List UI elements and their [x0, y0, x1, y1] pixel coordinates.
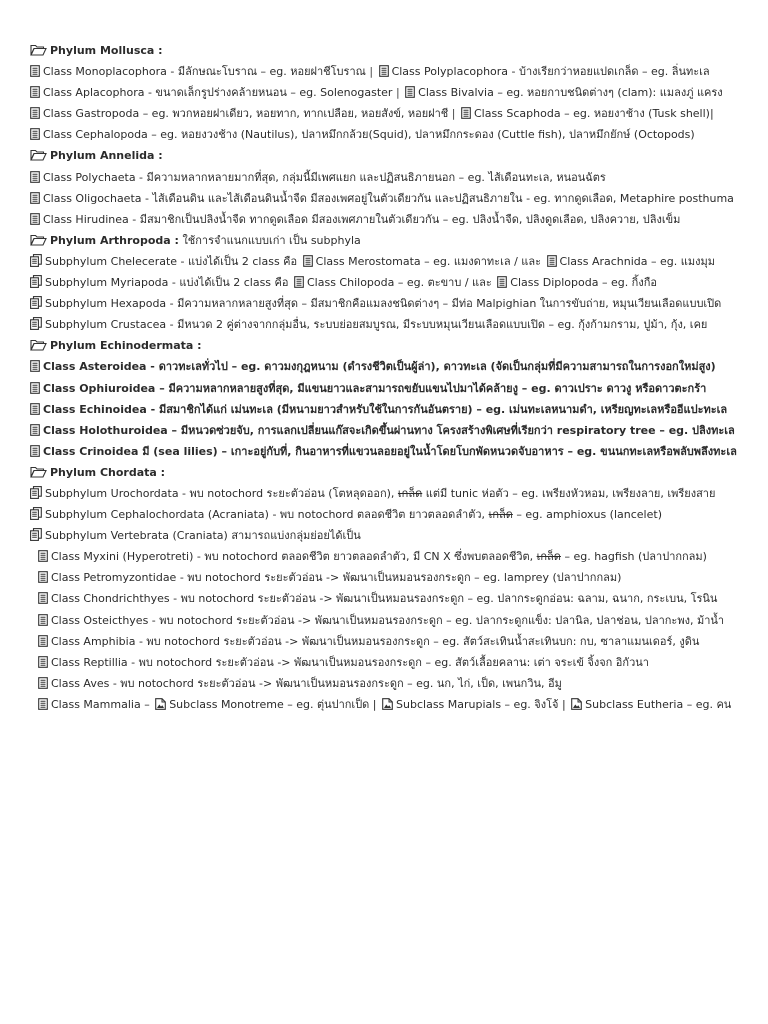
documents-icon	[30, 317, 42, 330]
subphylum-hexapoda-row	[30, 293, 766, 314]
documents-icon	[30, 296, 42, 309]
entry-text: ใช้การจำแนกแบบเก่า เป็น subphyla	[182, 233, 361, 247]
folder-open-icon	[30, 234, 47, 246]
entry-text: Class Reptillia - พบ notochord ระยะตัวอ่อน -> พัฒนาเป็นหมอนรองกระดูก – eg. สัตว์เลื้อยคลาน: เต่า จระเข้ จิ้งจก อิกัวนา	[51, 655, 649, 669]
folder-open-icon	[30, 149, 47, 161]
subphylum-chelecerate-row	[30, 251, 766, 272]
entry-text: Subphylum Chelecerate - แบ่งได้เป็น 2 class คือ	[45, 254, 298, 268]
entry-text: Subphylum Myriapoda - แบ่งได้เป็น 2 class คือ	[45, 276, 289, 290]
entry-text: Subphylum Urochordata - พบ notochord ระยะตัวอ่อน (โตหลุดออก),	[45, 486, 395, 500]
folder-open-icon	[30, 44, 47, 56]
subphylum-myriapoda-row	[30, 272, 766, 293]
documents-icon	[30, 528, 42, 541]
document-icon	[38, 614, 48, 626]
phylum-annelida-heading	[30, 145, 766, 166]
class-amphibia-row	[30, 631, 766, 652]
entry-text: Class Bivalvia – eg. หอยกาบชนิดต่างๆ (clam): แมลงภู่ แครง	[418, 86, 723, 100]
phylum-label: Phylum Annelida :	[50, 149, 163, 163]
document-icon	[30, 171, 40, 183]
document-icon	[38, 635, 48, 647]
document-icon	[30, 213, 40, 225]
entry-text: แต่มี tunic ห่อตัว – eg. เพรียงหัวหอม, เพรียงลาย, เพรียงสาย	[425, 486, 716, 500]
document-icon	[38, 698, 48, 710]
entry-text: Class Gastropoda – eg. พวกหอยฝาเดียว, หอยทาก, ทากเปลือย, หอยสังข์, หอยฝาชี	[43, 107, 449, 121]
subphylum-urochordata-row	[30, 483, 766, 504]
class-holothuroidea-row	[30, 420, 766, 441]
document-icon	[30, 86, 40, 98]
entry-text: Subclass Marupials – eg. จิงโจ้ |	[396, 697, 566, 711]
entry-text: Class Aves - พบ notochord ระยะตัวอ่อน -> พัฒนาเป็นหมอนรองกระดูก – eg. นก, ไก่, เป็ด, เพนกวิน, อีมู	[51, 676, 562, 690]
entry-text: Class Hirudinea - มีสมาชิกเป็นปลิงน้ำจืด ทากดูดเลือด มีสองเพศภายในตัวเดียวกัน – eg. ปลิงน้ำจืด, ปลิงดูดเลือด, ปลิงควาย, ปลิงเข็ม	[43, 212, 681, 226]
entry-text: Class Merostomata – eg. แมงดาทะเล / และ	[315, 254, 542, 268]
phylum-echinodermata-heading	[30, 335, 766, 356]
document-icon	[461, 107, 471, 119]
struck-word: เกล็ด	[536, 550, 561, 564]
document-icon	[30, 360, 40, 372]
entry-text: Class Diplopoda – eg. กิ้งกือ	[510, 276, 657, 290]
document-icon	[38, 677, 48, 689]
subphylum-crustacea-row	[30, 314, 766, 335]
entry-text: Class Amphibia - พบ notochord ระยะตัวอ่อน -> พัฒนาเป็นหมอนรองกระดูก – eg. สัตว์สะเทินน้ำสะเทินบก: กบ, ซาลาแมนเดอร์, งูดิน	[51, 634, 700, 648]
separator: |	[451, 107, 456, 121]
entry-text: Class Aplacophora - ขนาดเล็กรูปร่างคล้ายหนอน – eg. Solenogaster	[43, 86, 393, 100]
entry-text: Class Petromyzontidae - พบ notochord ระยะตัวอ่อน -> พัฒนาเป็นหมอนรองกระดูก – eg. lamprey (ปลาปากกลม)	[51, 571, 622, 585]
entry-text: Class Osteicthyes - พบ notochord ระยะตัวอ่อน -> พัฒนาเป็นหมอนรองกระดูก – eg. ปลากระดูกแข็ง: ปลานิล, ปลาช่อน, ปลากะพง, ม้าน้ำ	[51, 613, 725, 627]
document-icon	[38, 571, 48, 583]
entry-text: Subphylum Crustacea - มีหนวด 2 คู่ต่างจากกลุ่มอื่น, ระบบย่อยสมบูรณ, มีระบบหมุนเวียนเลือดแบบเปิด – eg. กุ้งก้ามกราม, ปูม้า, กุ้ง, เคย	[45, 318, 708, 332]
document-icon	[30, 445, 40, 457]
class-echinoidea-row	[30, 399, 766, 420]
separator: |	[369, 65, 374, 79]
document-icon	[30, 128, 40, 140]
entry-text: – eg. hagfish (ปลาปากกลม)	[564, 550, 707, 564]
document-icon	[30, 107, 40, 119]
document-icon	[30, 382, 40, 394]
phylum-chordata-heading	[30, 462, 766, 483]
class-myxini-row	[30, 546, 766, 567]
image-document-icon	[155, 698, 166, 710]
entry-text: Class Chilopoda – eg. ตะขาบ / และ	[307, 276, 492, 290]
class-asteroidea-row	[30, 356, 766, 377]
entry-text: Subphylum Vertebrata (Craniata) สามารถแบ่งกลุ่มย่อยได้เป็น	[45, 529, 361, 543]
entry-text: – eg. amphioxus (lancelet)	[516, 508, 662, 522]
document-icon	[547, 255, 557, 267]
class-petromyzontidae-row	[30, 567, 766, 588]
entry-text: Subclass Eutheria – eg. คน	[585, 697, 732, 711]
class-monoplacophora-row	[30, 61, 766, 82]
documents-icon	[30, 254, 42, 267]
document-icon	[379, 65, 389, 77]
entry-text: Subphylum Hexapoda - มีความหลากหลายสูงที่สุด – มีสมาชิกคือแมลงชนิดต่างๆ – มีท่อ Malpighian ในการขับถ่าย, หมุนเวียนเลือดแบบเปิด	[45, 297, 722, 311]
folder-open-icon	[30, 466, 47, 478]
class-crinoidea-row	[30, 441, 766, 462]
phylum-label: Phylum Mollusca :	[50, 44, 163, 57]
class-ophiuroidea-row	[30, 378, 766, 399]
entry-text: Class Cephalopoda – eg. หอยงวงช้าง (Nautilus), ปลาหมึกกล้วย(Squid), ปลาหมึกกระดอง (Cuttle fish), ปลาหมึกยักษ์ (Octopods)	[43, 128, 695, 142]
document-icon	[38, 550, 48, 562]
class-aplacophora-row	[30, 82, 766, 103]
separator: |	[395, 86, 400, 100]
entry-text: Class Mammalia –	[51, 697, 150, 711]
class-reptillia-row	[30, 652, 766, 673]
documents-icon	[30, 275, 42, 288]
class-oligochaeta-row	[30, 188, 766, 209]
entry-text: Class Monoplacophora - มีลักษณะโบราณ – eg. หอยฝาชีโบราณ	[43, 65, 366, 79]
folder-open-icon	[30, 339, 47, 351]
document-icon	[30, 192, 40, 204]
entry-text: Class Polychaeta - มีความหลากหลายมากที่สุด, กลุ่มนี้มีเพศแยก และปฏิสนธิภายนอก – eg. ไส้เดือนทะเล, หนอนฉัตร	[43, 170, 606, 184]
entry-text: Class Chondrichthyes - พบ notochord ระยะตัวอ่อน -> พัฒนาเป็นหมอนรองกระดูก – eg. ปลากระดูกอ่อน: ฉลาม, ฉนาก, กระเบน, โรนิน	[51, 592, 718, 606]
image-document-icon	[571, 698, 582, 710]
document-icon	[38, 592, 48, 604]
documents-icon	[30, 507, 42, 520]
subphylum-vertebrata-row	[30, 525, 766, 546]
phylum-arthropoda-heading	[30, 230, 766, 251]
class-aves-row	[30, 673, 766, 694]
document-icon	[294, 276, 304, 288]
document-icon	[30, 403, 40, 415]
entry-text: Class Ophiuroidea – มีความหลากหลายสูงที่สุด, มีแขนยาวและสามารถขยับแขนไปมาได้คล้ายงู – eg. ดาวเปราะ ดาวงู หรือดาวตะกร้า	[43, 381, 707, 395]
documents-icon	[30, 486, 42, 499]
document-icon	[405, 86, 415, 98]
entry-text: Subclass Monotreme – eg. ตุ่นปากเป็ด |	[169, 697, 377, 711]
phylum-label: Phylum Chordata :	[50, 465, 166, 479]
subphylum-cephalochordata-row	[30, 504, 766, 525]
entry-text: Class Arachnida – eg. แมงมุม	[559, 254, 715, 268]
phylum-label: Phylum Arthropoda :	[50, 233, 179, 247]
document-icon	[38, 656, 48, 668]
entry-text: Class Asteroidea - ดาวทะเลทั่วไป – eg. ดาวมงกุฎหนาม (ดำรงชีวิตเป็นผู้ล่า), ดาวทะเล (จัดเป็นกลุ่มที่มีความสามารถในการงอกใหม่สูง)	[43, 360, 716, 374]
class-chondrichthyes-row	[30, 588, 766, 609]
document-icon	[303, 255, 313, 267]
struck-word: เกล็ด	[397, 486, 423, 500]
entry-text: Class Echinoidea - มีสมาชิกได้แก่ เม่นทะเล (มีหนามยาวสำหรับใช้ในการกันอันตราย) – eg. เม่นทะเลหนามดำ, เหรียญทะเลหรืออีแปะทะเล	[43, 402, 728, 416]
entry-text: Class Myxini (Hyperotreti) - พบ notochord ตลอดชีวิต ยาวตลอดลำตัว, มี CN X ซึ่งพบตลอดชีวิต,	[51, 550, 534, 564]
entry-text: Class Polyplacophora - บ้างเรียกว่าหอยแปดเกล็ด – eg. ลิ่นทะเล	[391, 65, 710, 79]
phylum-label: Phylum Echinodermata :	[50, 339, 202, 353]
entry-text: Class Oligochaeta - ไส้เดือนดิน และไส้เดือนดินน้ำจืด มีสองเพศอยู่ในตัวเดียวกัน และปฏิสนธิภายใน - eg. ทากดูดเลือด, Metaphire posthuma	[43, 191, 734, 205]
class-cephalopoda-row	[30, 124, 766, 145]
entry-text: Subphylum Cephalochordata (Acraniata) - พบ notochord ตลอดชีวิต ยาวตลอดลำตัว,	[45, 508, 486, 522]
entry-text: Class Scaphoda – eg. หอยงาช้าง (Tusk shell)|	[473, 107, 714, 121]
image-document-icon	[382, 698, 393, 710]
entry-text: Class Holothuroidea – มีหนวดซ่วยจับ, การแลกเปลี่ยนแก๊สจะเกิดขึ้นผ่านทาง โครงสร้างพิเศษที่เรียกว่า respiratory tree – eg. ปลิงทะเล	[43, 423, 735, 437]
document-icon	[497, 276, 507, 288]
document-icon	[30, 65, 40, 77]
class-mammalia-row	[30, 694, 766, 715]
entry-text: Class Crinoidea มี (sea lilies) – เกาะอยู่กับที่, กินอาหารที่แขวนลอยอยู่ในน้ำโดยโบกพัดหนวดจับอาหาร – eg. ขนนกทะเลหรือพลับพลึงทะเล	[43, 444, 737, 458]
class-gastropoda-row	[30, 103, 766, 124]
class-polychaeta-row	[30, 167, 766, 188]
struck-word: เกล็ด	[488, 508, 513, 522]
class-hirudinea-row	[30, 209, 766, 230]
phylum-mollusca-heading	[30, 40, 766, 61]
class-osteicthyes-row	[30, 610, 766, 631]
document-icon	[30, 424, 40, 436]
